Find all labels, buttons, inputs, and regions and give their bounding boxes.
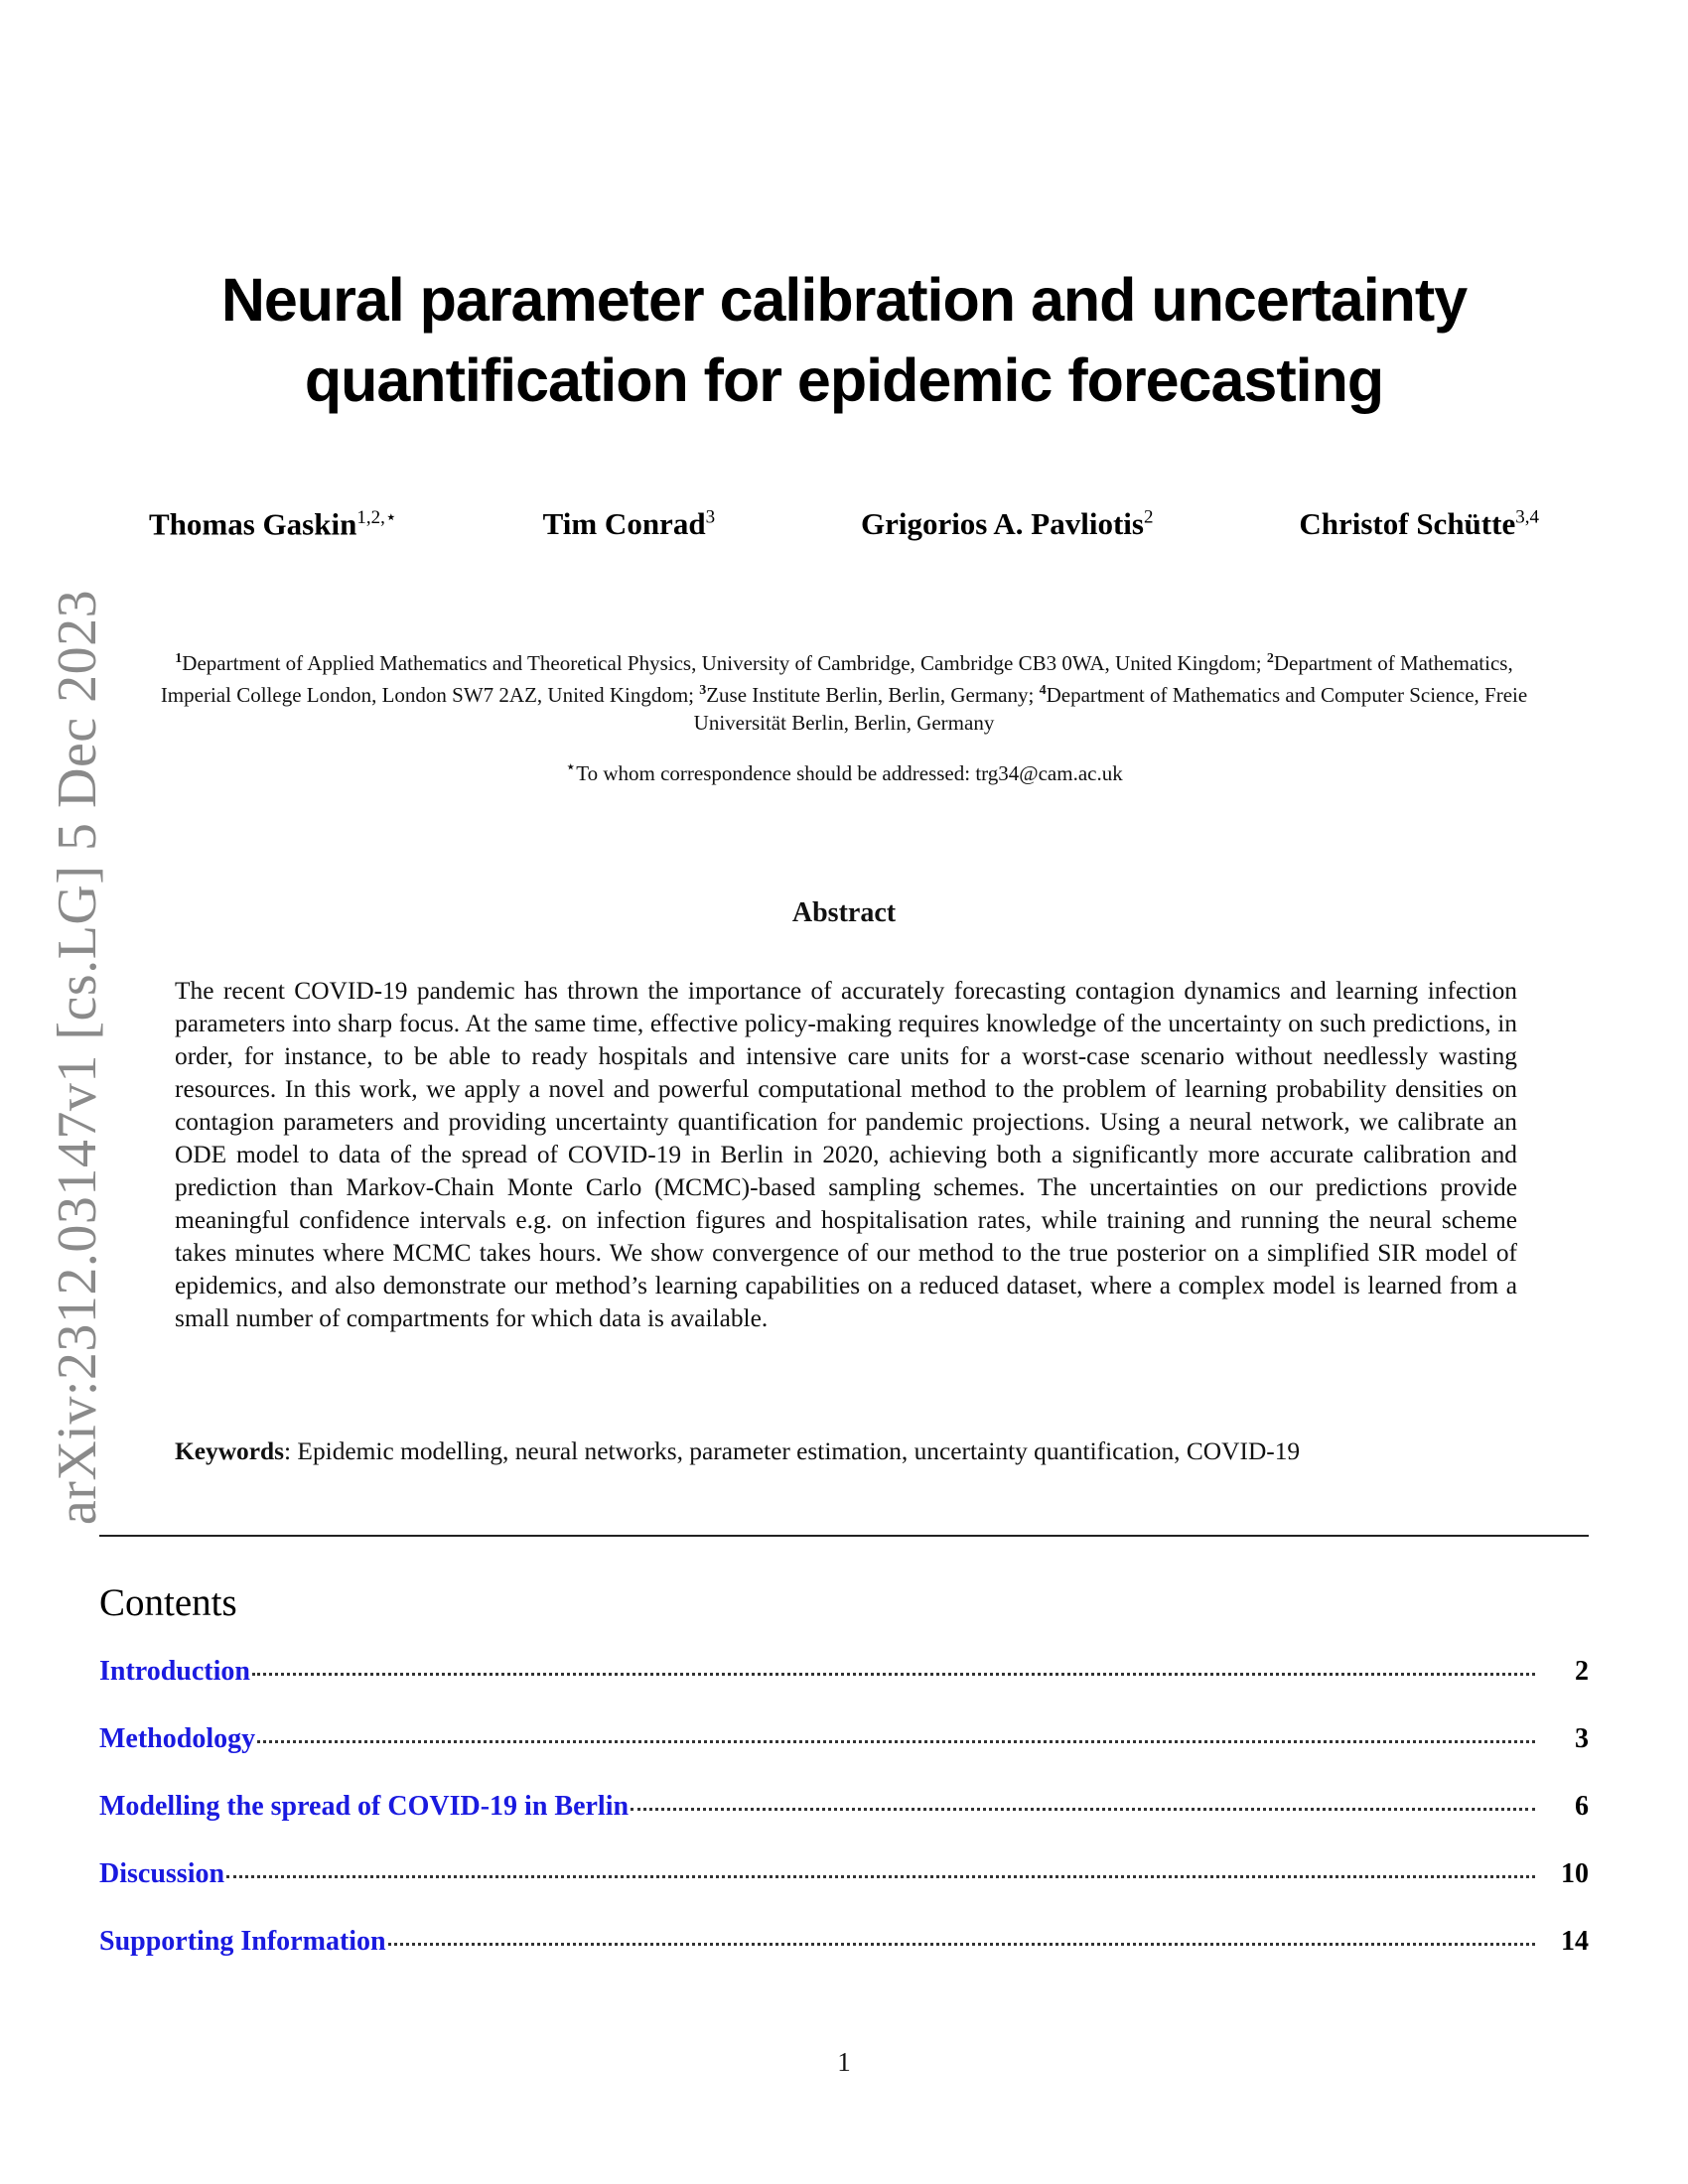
- toc-leader-dots: [631, 1808, 1535, 1811]
- toc-item-supporting-information[interactable]: [99, 1926, 1589, 1993]
- table-of-contents: [99, 1656, 1589, 1993]
- toc-page-number: 3: [1575, 1723, 1589, 1754]
- author-list: [149, 506, 1539, 542]
- keywords-text: : Epidemic modelling, neural networks, parameter estimation, uncertainty quantification, COVID-19: [284, 1437, 1301, 1465]
- contents-heading: Contents: [99, 1581, 237, 1624]
- author: Thomas Gaskin$^{1,2,⋆}$: [149, 506, 397, 542]
- arxiv-identifier: arXiv:2312.03147v1 [cs.LG] 5 Dec 2023: [47, 589, 108, 1526]
- toc-link[interactable]: Discussion: [99, 1858, 225, 1889]
- toc-page-number: 6: [1575, 1791, 1589, 1822]
- abstract-heading: Abstract: [791, 897, 897, 928]
- toc-page-number: 10: [1561, 1858, 1589, 1889]
- toc-leader-dots: [388, 1943, 1535, 1946]
- toc-link[interactable]: Modelling the spread of COVID-19 in Berlin: [99, 1791, 630, 1822]
- section-divider: [99, 1535, 1589, 1537]
- author: Tim Conrad$^3$: [542, 506, 716, 541]
- paper-title: [0, 260, 1688, 421]
- title-line-1: Neural parameter calibration and uncertainty: [220, 266, 1468, 334]
- author: Christof Schütte$^{3,4}$: [1299, 506, 1539, 541]
- toc-item-methodology[interactable]: [99, 1723, 1589, 1791]
- keywords: [175, 1437, 1517, 1466]
- page-number: 1: [837, 2047, 851, 2077]
- toc-leader-dots: [257, 1740, 1535, 1743]
- toc-link[interactable]: Supporting Information: [99, 1926, 386, 1957]
- toc-leader-dots: [226, 1875, 1535, 1878]
- abstract-body: The recent COVID-19 pandemic has thrown the importance of accurately forecasting contagion dynamics and learning infection parameters into sharp focus. At the same time, effective policy-making requires knowledge of the uncertainty on such predictions, in order, for instance, to be able to ready hospitals and intensive care units for a worst-case scenario without needlessly wasting resources. In this work, we apply a novel and powerful computational method to the problem of learning probability densities on contagion parameters and providing uncertainty quantification for pandemic projections. Using a neural network, we calibrate an ODE model to data of the spread of COVID-19 in Berlin in 2020, achieving both a significantly more accurate calibration and prediction than Markov-Chain Monte Carlo (MCMC)-based sampling schemes. The uncertainties on our predictions provide meaningful confidence intervals e.g. on infection figures and hospitalisation rates, while training and running the neural scheme takes minutes where MCMC takes hours. We show convergence of our method to the true posterior on a simplified SIR model of epidemics, and also demonstrate our method’s learning capabilities on a reduced dataset, where a complex model is learned from a small number of compartments for which data is available.: [175, 977, 1517, 1332]
- affiliations: $^1$Department of Applied Mathematics and Theoretical Physics, University of Cambridge, Cambridge CB3 0WA, United Kingdom; $^2$Department of Mathematics, Imperial College London, London SW7 2AZ, United Kingdom; $^3$Zuse Institute Berlin, Berlin, Germany; $^4$Department of Mathematics and Computer Science, Freie Universität Berlin, Berlin, Germany: [160, 651, 1528, 735]
- author: Grigorios A. Pavliotis$^2$: [860, 506, 1154, 541]
- toc-item-introduction[interactable]: [99, 1656, 1589, 1723]
- toc-item-modelling-berlin[interactable]: [99, 1791, 1589, 1858]
- correspondence-note: ⋆To whom correspondence should be addressed: trg34@cam.ac.uk: [565, 756, 1123, 785]
- toc-link[interactable]: Methodology: [99, 1723, 256, 1754]
- keywords-label: Keywords: [175, 1437, 285, 1465]
- toc-page-number: 14: [1561, 1926, 1589, 1957]
- toc-item-discussion[interactable]: [99, 1858, 1589, 1926]
- toc-leader-dots: [252, 1673, 1535, 1676]
- toc-page-number: 2: [1575, 1656, 1589, 1687]
- title-line-2: quantification for epidemic forecasting: [304, 346, 1384, 414]
- toc-link[interactable]: Introduction: [99, 1656, 250, 1687]
- arxiv-watermark: [38, 586, 117, 1529]
